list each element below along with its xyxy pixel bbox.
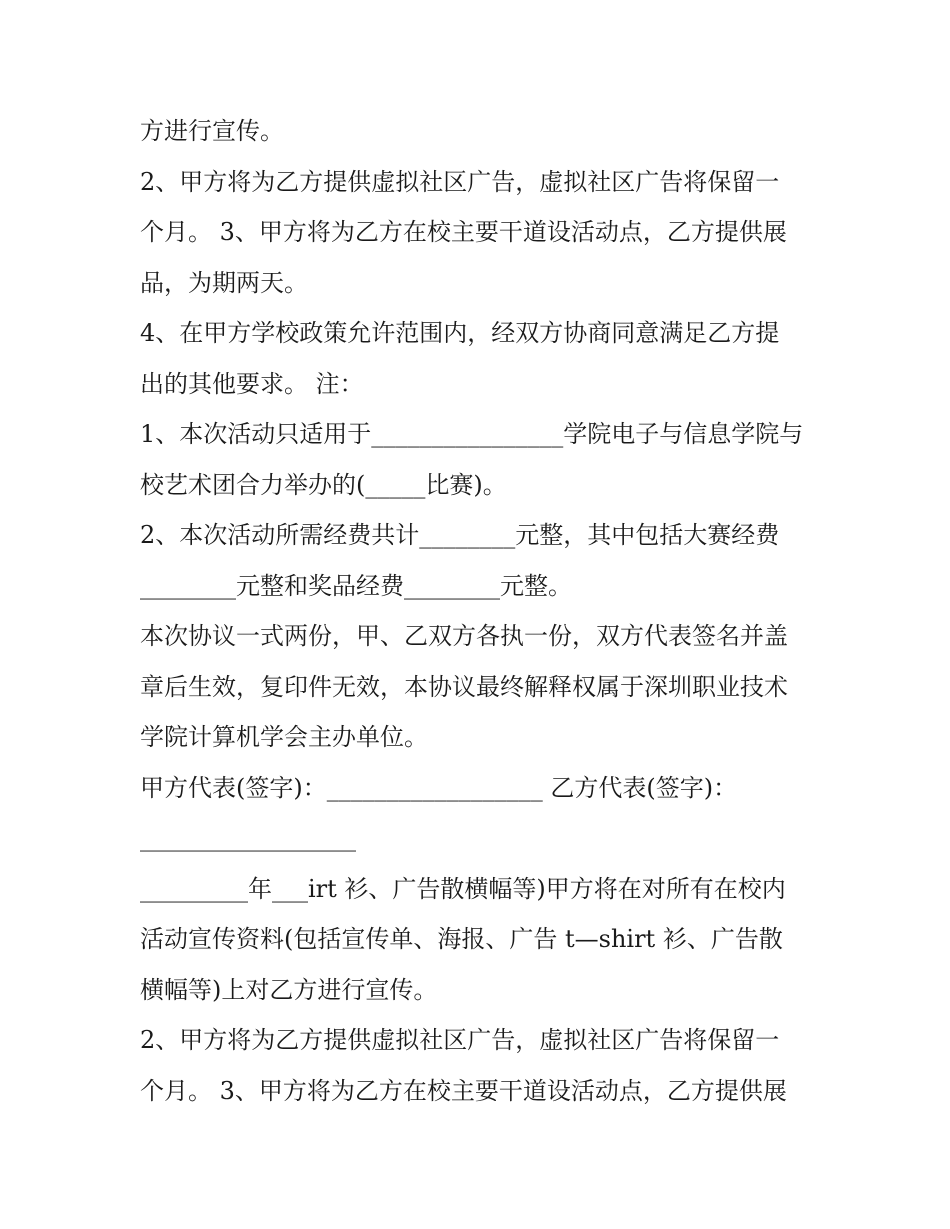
text-line: 1、本次活动只适用于________________学院电子与信息学院与	[140, 420, 804, 448]
text-line: 品，为期两天。	[140, 268, 308, 297]
text-line: 学院计算机学会主办单位。	[140, 723, 428, 751]
text-line: 出的其他要求。 注：	[140, 369, 364, 398]
signature-line: 甲方代表(签字)：__________________ 乙方代表(签字)：	[140, 773, 738, 802]
text-line: 章后生效，复印件无效，本协议最终解释权属于深圳职业技术	[140, 672, 788, 701]
text-line: 2、本次活动所需经费共计________元整，其中包括大赛经费	[140, 521, 780, 549]
agreement-text	[140, 106, 840, 1116]
text-line: 4、在甲方学校政策允许范围内，经双方协商同意满足乙方提	[140, 319, 780, 347]
text-line: 2、甲方将为乙方提供虚拟社区广告，虚拟社区广告将保留一	[140, 1026, 780, 1054]
text-line: 个月。 3、甲方将为乙方在校主要干道设活动点，乙方提供展	[140, 218, 787, 246]
text-line: 校艺术团合力举办的(_____比赛)。	[140, 470, 507, 499]
text-line: _________年___irt 衫、广告散横幅等)甲方将在对所有在校内	[140, 874, 786, 903]
text-line: 横幅等)上对乙方进行宣传。	[140, 975, 438, 1004]
text-line: 活动宣传资料(包括宣传单、海报、广告 t—shirt 衫、广告散	[140, 925, 783, 953]
text-line: 2、甲方将为乙方提供虚拟社区广告，虚拟社区广告将保留一	[140, 167, 780, 196]
text-line: 本次协议一式两份，甲、乙双方各执一份，双方代表签名并盖	[140, 622, 788, 650]
text-line: 个月。 3、甲方将为乙方在校主要干道设活动点，乙方提供展	[140, 1076, 787, 1105]
signature-blank: __________________	[140, 824, 356, 852]
text-line: 方进行宣传。	[140, 117, 284, 145]
text-line: ________元整和奖品经费________元整。	[140, 571, 572, 600]
